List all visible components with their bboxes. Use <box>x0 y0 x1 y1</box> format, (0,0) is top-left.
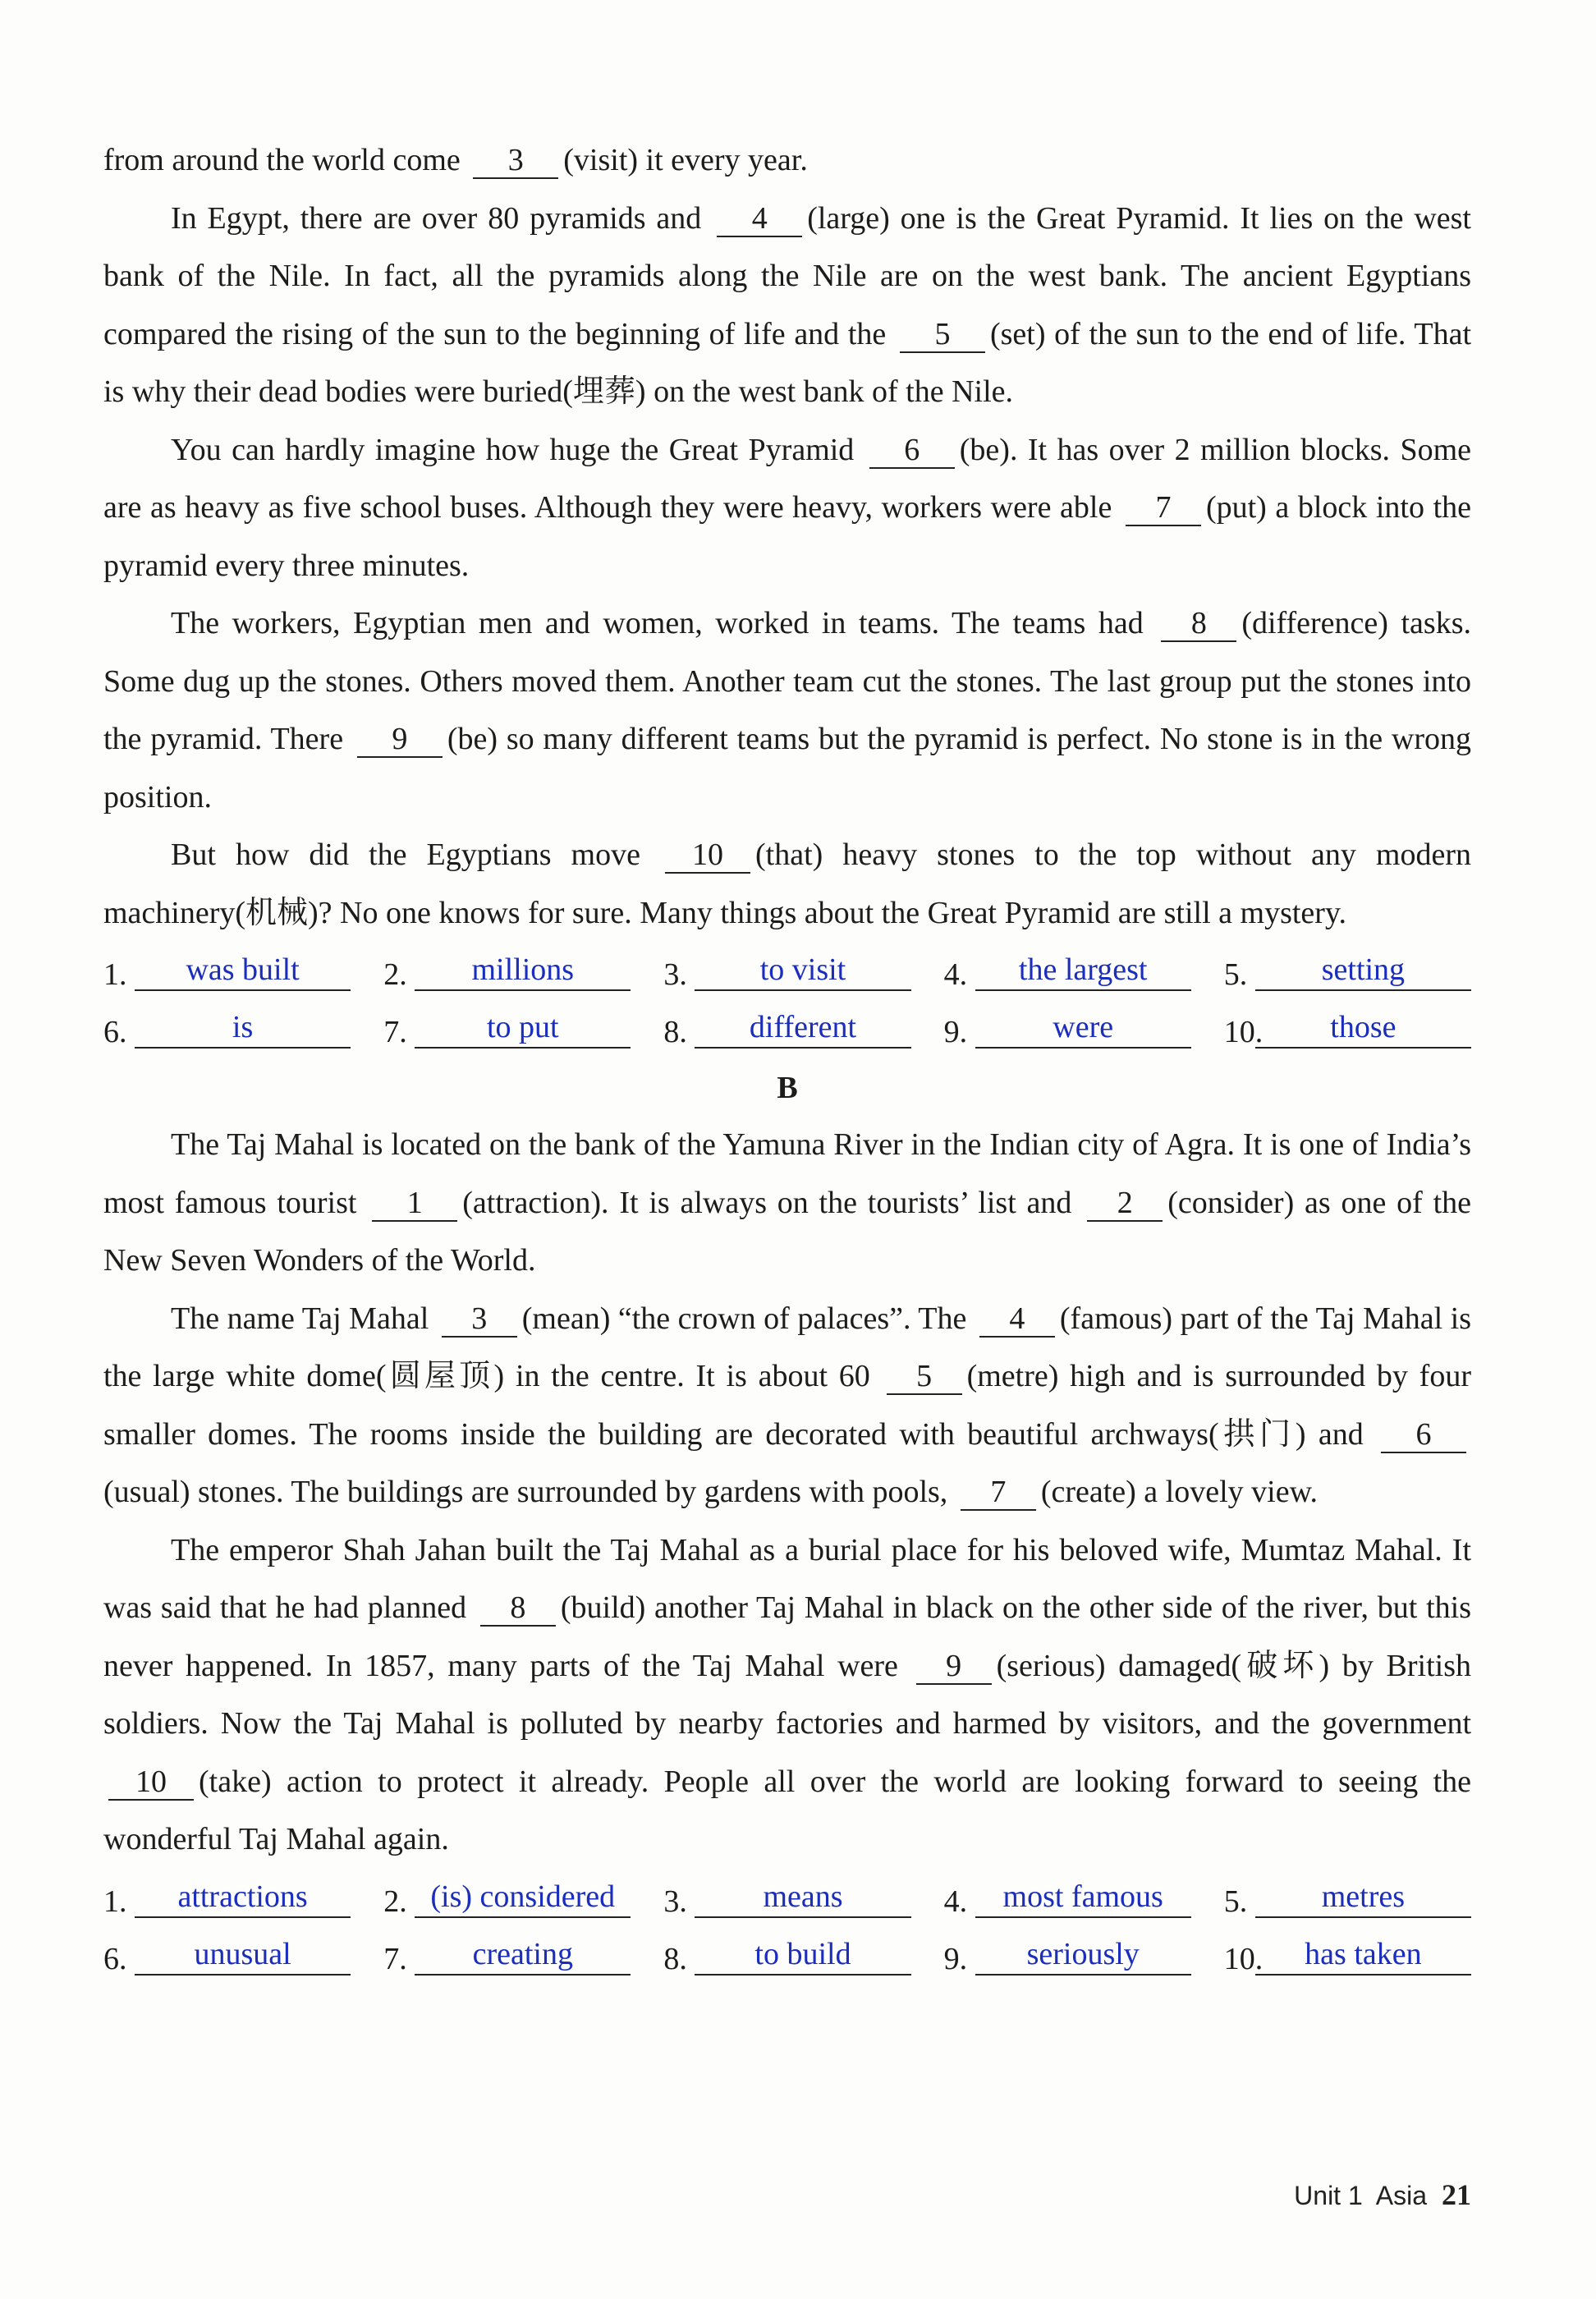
blank-a-3: 3 <box>473 143 558 179</box>
answer-text: most famous <box>975 1877 1191 1918</box>
answer-item: 3. means <box>663 1874 910 1920</box>
passage-a-paragraph-3: You can hardly imagine how huge the Great Pyramid 6 (be). It has over 2 million blocks. Some are as heavy as five school buses. Although they were heavy, workers were able 7 (put) a block into the pyramid every three minutes. <box>103 432 1472 583</box>
answer-item: 10. those <box>1224 1004 1471 1050</box>
footer-unit: Unit 1 <box>1294 2181 1363 2210</box>
answer-item: 9. were <box>944 1004 1191 1050</box>
answer-text: to put <box>415 1007 631 1049</box>
page-footer <box>1294 2177 1471 2212</box>
page-number: 21 <box>1442 2178 1471 2211</box>
answer-item: 1. was built <box>103 947 351 993</box>
answer-text: was built <box>135 950 351 991</box>
blank-a-10: 10 <box>665 837 750 874</box>
answer-text: different <box>695 1007 910 1049</box>
blank-b-3: 3 <box>442 1301 517 1338</box>
blank-a-6: 6 <box>869 433 955 469</box>
answer-text: the largest <box>975 950 1191 991</box>
answer-text: attractions <box>135 1877 351 1918</box>
answer-item: 10. has taken <box>1224 1931 1471 1977</box>
answer-item: 2. millions <box>383 947 631 993</box>
answer-item: 6. unusual <box>103 1931 351 1977</box>
answer-text: metres <box>1255 1877 1471 1918</box>
answer-item: 3. to visit <box>663 947 910 993</box>
section-b-title: B <box>777 1071 798 1105</box>
blank-b-4: 4 <box>979 1301 1055 1338</box>
answer-text: has taken <box>1255 1934 1471 1975</box>
answer-item: 5. setting <box>1224 947 1471 993</box>
footer-topic: Asia <box>1375 2181 1427 2210</box>
answer-item: 5. metres <box>1224 1874 1471 1920</box>
answer-item: 9. seriously <box>944 1931 1191 1977</box>
answer-grid-b <box>103 1874 1471 1977</box>
answer-text: setting <box>1255 950 1471 991</box>
answer-item: 6. is <box>103 1004 351 1050</box>
passage-b-paragraph-1: The Taj Mahal is located on the bank of the Yamuna River in the Indian city of Agra. It is one of India’s most famous tourist 1 (attraction). It is always on the tourists’ list and 2 (consider) as one of the New Seven Wonders of the World. <box>103 1127 1471 1278</box>
answer-text: means <box>695 1877 910 1918</box>
answer-text: to visit <box>695 950 910 991</box>
blank-a-7: 7 <box>1126 490 1201 526</box>
answer-text: millions <box>415 950 631 991</box>
blank-b-9: 9 <box>916 1649 992 1685</box>
blank-b-1: 1 <box>372 1186 457 1222</box>
blank-b-6: 6 <box>1381 1417 1466 1453</box>
answer-text: (is) considered <box>415 1877 631 1918</box>
blank-a-4: 4 <box>717 201 802 237</box>
answer-text: those <box>1255 1007 1471 1049</box>
blank-a-9: 9 <box>357 722 443 758</box>
answer-text: creating <box>415 1934 631 1975</box>
answer-item: 4. the largest <box>944 947 1191 993</box>
answer-text: to build <box>695 1934 910 1975</box>
passage-b-paragraph-3: The emperor Shah Jahan built the Taj Mahal as a burial place for his beloved wife, Mumtaz Mahal. It was said that he had planned 8 (build) another Taj Mahal in black on the other side of the river, but this never happened. In 1857, many parts of the Taj Mahal were 9 (serious) damaged(破坏) by British soldiers. Now the Taj Mahal is polluted by nearby factories and harmed by visitors, and the government 10 (take) action to protect it already. People all over the world are looking forward to seeing the wonderful Taj Mahal again. <box>103 1532 1472 1856</box>
passage-a-paragraph-1: from around the world come 3 (visit) it every year. <box>103 143 808 177</box>
answer-item: 7. creating <box>383 1931 631 1977</box>
answer-grid-a <box>103 947 1471 1050</box>
page-content <box>103 131 1471 1985</box>
answer-item: 1. attractions <box>103 1874 351 1920</box>
passage-a-paragraph-2: In Egypt, there are over 80 pyramids and 4 (large) one is the Great Pyramid. It lies on the west bank of the Nile. In fact, all the pyramids along the Nile are on the west bank. The ancient Egyptians compared the rising of the sun to the beginning of life and the 5 (set) of the sun to the end of life. That is why their dead bodies were buried(埋葬) on the west bank of the Nile. <box>103 200 1472 409</box>
answer-item: 4. most famous <box>944 1874 1191 1920</box>
passage-a-paragraph-4: The workers, Egyptian men and women, worked in teams. The teams had 8 (difference) tasks. Some dug up the stones. Others moved them. Another team cut the stones. The last group put the stones into the pyramid. There 9 (be) so many different teams but the pyramid is perfect. No stone is in the wrong position. <box>103 606 1471 815</box>
blank-a-5: 5 <box>900 317 985 353</box>
blank-b-10: 10 <box>108 1764 194 1801</box>
blank-b-2: 2 <box>1087 1186 1163 1222</box>
blank-b-7: 7 <box>961 1475 1036 1511</box>
answer-text: seriously <box>975 1934 1191 1975</box>
blank-a-8: 8 <box>1161 606 1236 642</box>
answer-text: were <box>975 1007 1191 1049</box>
answer-item: 7. to put <box>383 1004 631 1050</box>
answer-item: 2. (is) considered <box>383 1874 631 1920</box>
passage-a-paragraph-5: But how did the Egyptians move 10 (that) heavy stones to the top without any modern machinery(机械)? No one knows for sure. Many things about the Great Pyramid are still a mystery. <box>103 837 1472 930</box>
passage-b-paragraph-2: The name Taj Mahal 3 (mean) “the crown of palaces”. The 4 (famous) part of the Taj Mahal is the large white dome(圆屋顶) in the centre. It is about 60 5 (metre) high and is surrounded by four smaller domes. The rooms inside the building are decorated with beautiful archways(拱门) and 6(usual) stones. The buildings are surrounded by gardens with pools, 7 (create) a lovely view. <box>103 1301 1471 1509</box>
answer-text: is <box>135 1007 351 1049</box>
answer-text: unusual <box>135 1934 351 1975</box>
blank-b-5: 5 <box>887 1359 962 1395</box>
answer-item: 8. different <box>663 1004 910 1050</box>
blank-b-8: 8 <box>480 1590 556 1627</box>
answer-item: 8. to build <box>663 1931 910 1977</box>
